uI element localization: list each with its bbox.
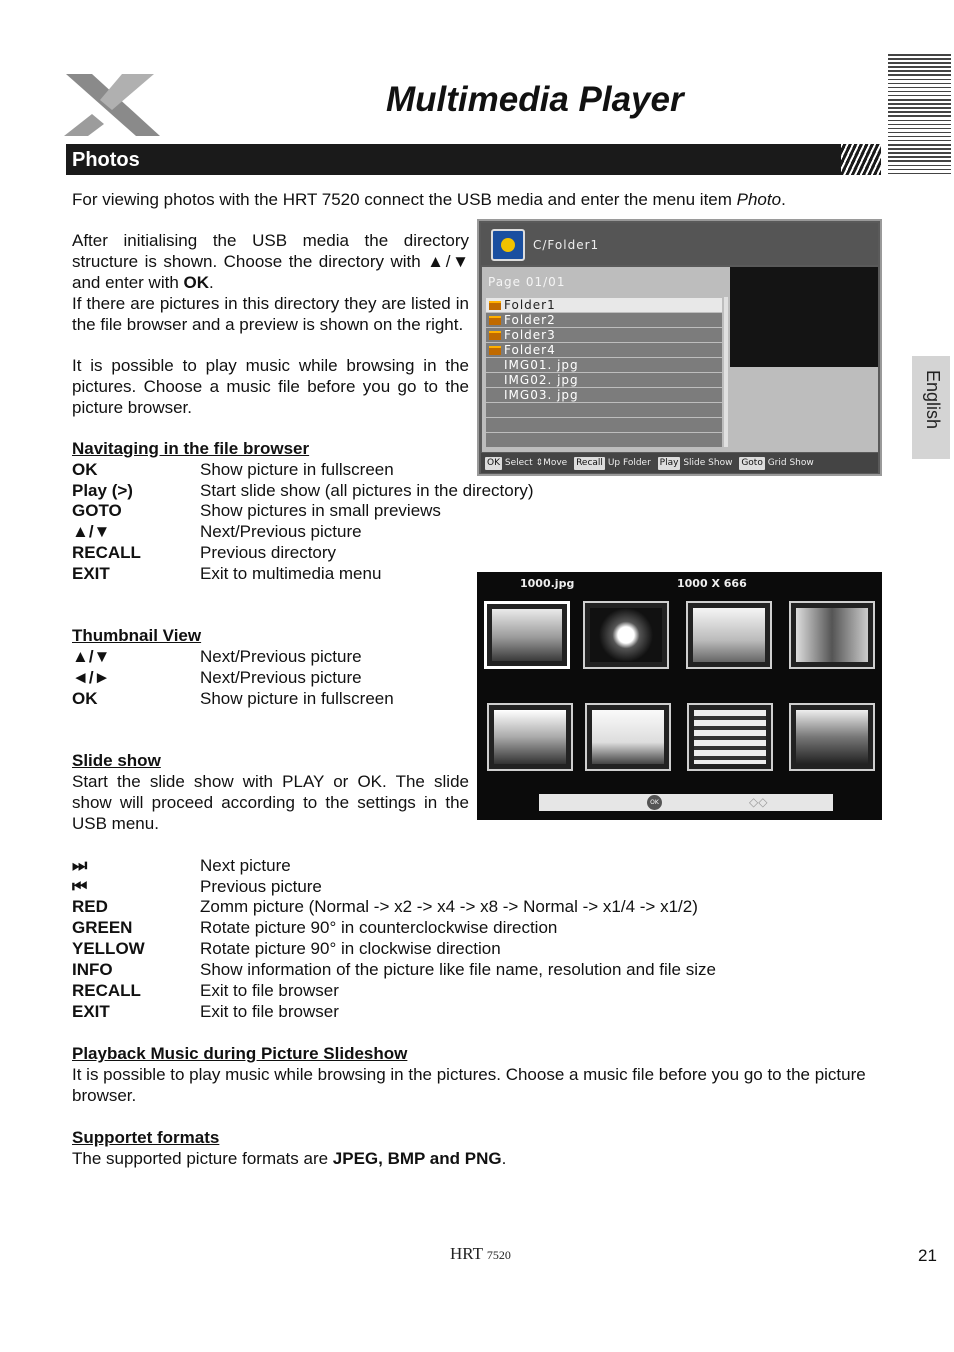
key-label: GREEN <box>72 918 133 937</box>
item-label: IMG03. jpg <box>504 388 579 402</box>
updown-icon: ⇕ <box>535 458 544 468</box>
thumbnail[interactable] <box>583 601 669 669</box>
folder-icon <box>489 316 501 325</box>
list-item[interactable] <box>486 298 722 312</box>
directory-text: After initialising the USB media the directory structure is shown. Choose the directory with ▲/▼ and enter with <box>72 231 469 292</box>
preview-pane <box>730 267 878 367</box>
section-bar-hatch <box>841 144 881 175</box>
page-indicator: Page 01/01 <box>488 275 566 289</box>
folder-icon <box>489 346 501 355</box>
key-label: ▲/▼ <box>72 647 111 666</box>
formats-text-lead: The supported picture formats are <box>72 1149 333 1168</box>
ok-key: OK <box>487 458 500 468</box>
formats-text <box>72 1148 506 1169</box>
model-number: 7520 <box>486 1248 511 1262</box>
key-desc: Show picture in fullscreen <box>200 460 394 479</box>
music-hint-paragraph: It is possible to play music while browsing in the pictures. Choose a music file before you go to the picture browser. <box>72 356 469 417</box>
key-label: RECALL <box>72 981 141 1000</box>
slideshow-heading: Slide show <box>72 751 161 770</box>
thumbnail-screenshot <box>477 572 882 820</box>
up-folder-hint: Up Folder <box>607 458 651 468</box>
key-desc: Next/Previous picture <box>200 647 362 666</box>
slideshow-control-bar <box>539 794 833 811</box>
key-label: GOTO <box>72 501 122 520</box>
select-hint: Select <box>504 458 533 468</box>
key-desc: Exit to file browser <box>200 1002 339 1021</box>
photo-app-icon <box>491 229 525 261</box>
language-tab <box>912 356 950 459</box>
formats-period: . <box>501 1149 507 1168</box>
folder-icon <box>489 301 501 310</box>
item-label: Folder2 <box>504 313 556 327</box>
page-title: Multimedia Player <box>386 80 684 119</box>
music-text: It is possible to play music while browsing in the pictures. Choose a music file before you go to the picture browser. <box>72 1065 866 1105</box>
key-label: OK <box>72 460 98 479</box>
footer-brand <box>450 1244 511 1264</box>
music-heading: Playback Music during Picture Slideshow <box>72 1044 408 1063</box>
item-label: IMG01. jpg <box>504 358 579 372</box>
list-item[interactable] <box>486 328 722 342</box>
key-label: INFO <box>72 960 113 979</box>
intro-period: . <box>781 190 786 209</box>
move-hint: Move <box>543 458 568 468</box>
formats-heading: Supportet formats <box>72 1128 220 1147</box>
list-item[interactable] <box>486 388 722 402</box>
key-label: YELLOW <box>72 939 145 958</box>
empty-row <box>486 403 722 417</box>
key-label: OK <box>72 689 98 708</box>
directory-period: . <box>209 273 214 292</box>
thumbnail[interactable] <box>487 703 573 771</box>
thumbnail[interactable] <box>687 703 773 771</box>
brand-name: HRT <box>450 1244 483 1263</box>
key-desc: Show picture in fullscreen <box>200 689 394 708</box>
key-desc: Next picture <box>200 856 291 875</box>
current-path: C/Folder1 <box>533 238 600 252</box>
thumbnail-resolution: 1000 X 666 <box>677 577 747 590</box>
ok-button-icon: OK <box>647 795 662 810</box>
thumbnail[interactable] <box>484 601 570 669</box>
play-key: Play <box>659 458 679 468</box>
intro-menu-item: Photo <box>736 190 782 209</box>
empty-row <box>486 418 722 432</box>
thumbnail[interactable] <box>686 601 772 669</box>
item-label: IMG02. jpg <box>504 373 579 387</box>
directory-paragraph <box>72 230 469 293</box>
key-desc: Exit to file browser <box>200 981 339 1000</box>
key-desc: Next/Previous picture <box>200 668 362 687</box>
key-desc: Exit to multimedia menu <box>200 564 382 583</box>
key-desc: Show information of the picture like file name, resolution and file size <box>200 960 716 979</box>
nav-heading: Navitaging in the file browser <box>72 439 310 458</box>
list-item[interactable] <box>486 343 722 357</box>
thumbnail-filename: 1000.jpg <box>520 577 575 590</box>
intro-paragraph <box>72 189 882 210</box>
key-desc: Show pictures in small previews <box>200 501 441 520</box>
item-label: Folder4 <box>504 343 556 357</box>
empty-row <box>486 433 722 447</box>
key-desc: Rotate picture 90° in counterclockwise direction <box>200 918 558 937</box>
thumbnail[interactable] <box>585 703 671 771</box>
item-label: Folder1 <box>504 298 556 312</box>
thumbnail[interactable] <box>789 703 875 771</box>
key-label: EXIT <box>72 1002 110 1021</box>
key-label: ▲/▼ <box>72 522 111 541</box>
decorative-stripes <box>888 54 951 182</box>
preview-info-pane <box>730 367 878 452</box>
folder-icon <box>489 331 501 340</box>
file-browser-screenshot <box>477 219 882 476</box>
slideshow-text: Start the slide show with PLAY or OK. The slide show will proceed according to the settings in the USB menu. <box>72 772 469 833</box>
previous-icon: ⏮ <box>72 877 88 896</box>
key-label: RECALL <box>72 543 141 562</box>
key-label: ◄/► <box>72 668 111 687</box>
thumbnail[interactable] <box>789 601 875 669</box>
key-label: EXIT <box>72 564 110 583</box>
recall-key: Recall <box>576 458 603 468</box>
formats-list: JPEG, BMP and PNG <box>332 1149 502 1168</box>
page-number: 21 <box>918 1246 937 1265</box>
section-bar <box>66 144 881 175</box>
file-browser-header <box>481 223 878 265</box>
key-label: RED <box>72 897 108 916</box>
section-title: Photos <box>72 149 140 171</box>
list-scrollbar[interactable] <box>724 297 728 447</box>
key-desc: Previous picture <box>200 877 322 896</box>
key-label: Play (>) <box>72 481 133 500</box>
language-tab-label: English <box>923 370 943 430</box>
list-item[interactable] <box>486 358 722 372</box>
key-desc: Previous directory <box>200 543 337 562</box>
next-icon: ⏭ <box>72 856 88 875</box>
file-list <box>482 267 730 452</box>
key-desc: Zomm picture (Normal -> x2 -> x4 -> x8 -> Normal -> x1/4 -> x1/2) <box>200 897 698 916</box>
key-desc: Start slide show (all pictures in the directory) <box>200 481 534 500</box>
item-label: Folder3 <box>504 328 556 342</box>
file-browser-footer <box>481 453 878 473</box>
goto-key: Goto <box>741 458 763 468</box>
direction-arrows-icon: ◇◇ <box>749 795 768 809</box>
list-item[interactable] <box>486 313 722 327</box>
list-item[interactable] <box>486 373 722 387</box>
slide-show-hint: Slide Show <box>683 458 733 468</box>
intro-text: For viewing photos with the HRT 7520 connect the USB media and enter the menu item <box>72 190 737 209</box>
grid-show-hint: Grid Show <box>767 458 814 468</box>
key-desc: Next/Previous picture <box>200 522 362 541</box>
key-desc: Rotate picture 90° in clockwise direction <box>200 939 501 958</box>
xoro-logo <box>62 70 162 140</box>
thumbnail-heading: Thumbnail View <box>72 626 202 645</box>
directory-ok: OK <box>183 273 210 292</box>
preview-paragraph: If there are pictures in this directory they are listed in the file browser and a preview is shown on the right. <box>72 294 469 334</box>
